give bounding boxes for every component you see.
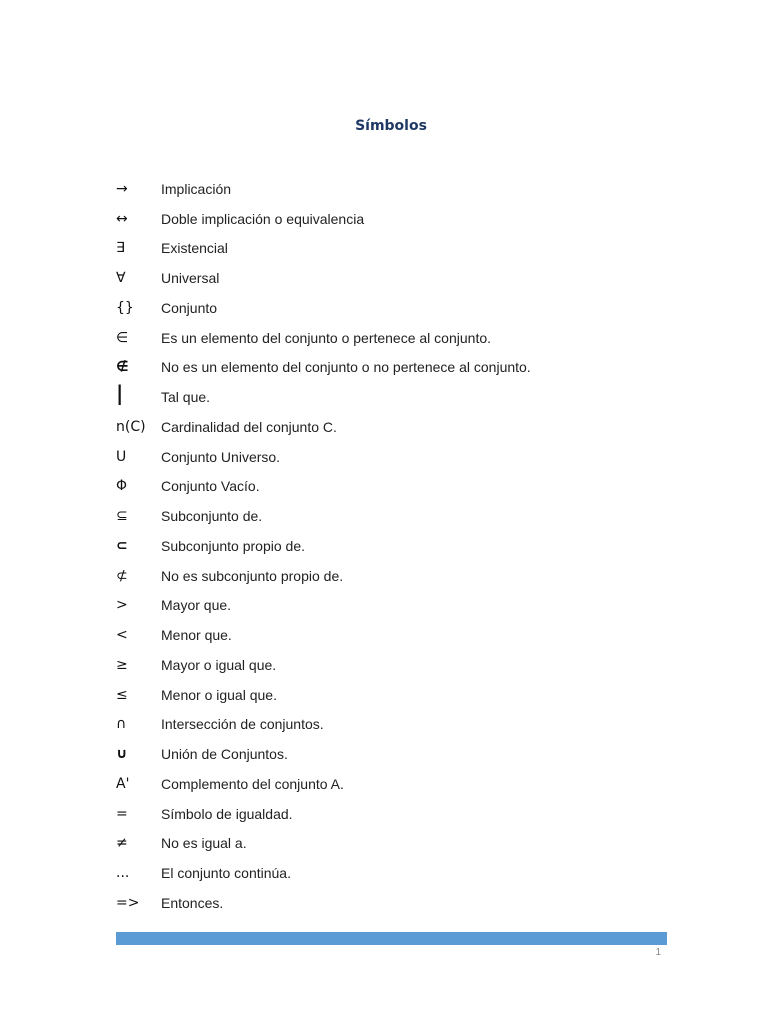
symbol-row <box>116 799 676 829</box>
symbol-row <box>116 710 676 740</box>
symbol-row <box>116 769 676 799</box>
symbol-glyph: ∃ <box>116 240 125 257</box>
symbol-row <box>116 620 676 650</box>
symbol-glyph: = <box>116 805 128 822</box>
footer-accent-bar <box>116 932 667 945</box>
symbol-row <box>116 323 676 353</box>
symbol-meaning: Conjunto <box>161 299 218 316</box>
symbol-row <box>116 293 676 323</box>
symbol-glyph: > <box>116 597 128 614</box>
symbol-row <box>116 501 676 531</box>
symbol-row <box>116 234 676 264</box>
symbol-row <box>116 531 676 561</box>
symbol-glyph: ⊄ <box>116 567 128 584</box>
symbol-meaning: Subconjunto de. <box>161 508 263 525</box>
symbol-meaning: El conjunto continúa. <box>161 865 291 882</box>
symbol-glyph: ∪ <box>116 746 128 763</box>
symbol-row <box>116 472 676 502</box>
symbol-row <box>116 382 676 412</box>
symbol-list <box>116 174 676 918</box>
symbol-meaning: No es igual a. <box>161 835 247 852</box>
symbol-glyph: ∉ <box>116 359 129 376</box>
symbol-glyph: → <box>116 180 128 197</box>
symbol-meaning: Entonces. <box>161 894 224 911</box>
symbol-row <box>116 561 676 591</box>
symbol-glyph: A' <box>116 775 130 792</box>
symbol-glyph: < <box>116 627 128 644</box>
symbol-row <box>116 442 676 472</box>
symbol-meaning: Menor que. <box>161 627 232 644</box>
symbol-glyph: n(C) <box>116 418 146 435</box>
symbol-meaning: Cardinalidad del conjunto C. <box>161 418 337 435</box>
symbol-glyph: ≤ <box>116 686 128 703</box>
symbol-glyph: | <box>116 381 124 406</box>
symbol-meaning: Existencial <box>161 240 228 257</box>
symbol-row <box>116 263 676 293</box>
symbol-row <box>116 829 676 859</box>
symbol-glyph: ∩ <box>116 716 127 733</box>
symbol-row <box>116 650 676 680</box>
symbol-glyph: ≥ <box>116 656 128 673</box>
symbol-glyph: ... <box>116 865 130 882</box>
symbol-row <box>116 680 676 710</box>
symbol-glyph: ⊆ <box>116 508 128 525</box>
symbol-meaning: Intersección de conjuntos. <box>161 716 324 733</box>
symbol-meaning: Complemento del conjunto A. <box>161 775 344 792</box>
symbol-meaning: Universal <box>161 270 220 287</box>
symbol-row <box>116 858 676 888</box>
symbol-glyph: ⊂ <box>116 537 128 554</box>
page-title: Símbolos <box>355 118 427 134</box>
symbol-row <box>116 412 676 442</box>
symbol-meaning: Tal que. <box>161 389 211 406</box>
symbol-meaning: No es un elemento del conjunto o no pertenece al conjunto. <box>161 359 531 376</box>
symbol-glyph: {} <box>116 299 134 316</box>
symbol-glyph: ∈ <box>116 329 129 346</box>
symbol-meaning: Mayor o igual que. <box>161 656 277 673</box>
symbol-row <box>116 353 676 383</box>
symbol-meaning: Doble implicación o equivalencia <box>161 210 365 227</box>
symbol-meaning: Unión de Conjuntos. <box>161 746 288 763</box>
symbol-meaning: Conjunto Universo. <box>161 448 281 465</box>
symbol-row <box>116 739 676 769</box>
symbol-meaning: Implicación <box>161 180 232 197</box>
symbol-row <box>116 204 676 234</box>
symbol-row <box>116 591 676 621</box>
symbol-glyph: ↔ <box>116 210 128 227</box>
symbol-glyph: ≠ <box>116 835 128 852</box>
symbol-glyph: => <box>116 894 140 911</box>
page-number: 1 <box>655 947 661 958</box>
symbol-meaning: No es subconjunto propio de. <box>161 567 344 584</box>
symbol-row <box>116 888 676 918</box>
symbol-meaning: Subconjunto propio de. <box>161 537 305 554</box>
symbol-glyph: Φ <box>116 478 128 495</box>
symbol-meaning: Es un elemento del conjunto o pertenece al conjunto. <box>161 329 492 346</box>
symbol-meaning: Mayor que. <box>161 597 232 614</box>
symbol-meaning: Conjunto Vacío. <box>161 478 260 495</box>
symbol-meaning: Símbolo de igualdad. <box>161 805 293 822</box>
symbol-row <box>116 174 676 204</box>
symbol-glyph: ∀ <box>116 270 126 287</box>
symbol-glyph: U <box>116 448 127 465</box>
symbol-meaning: Menor o igual que. <box>161 686 277 703</box>
